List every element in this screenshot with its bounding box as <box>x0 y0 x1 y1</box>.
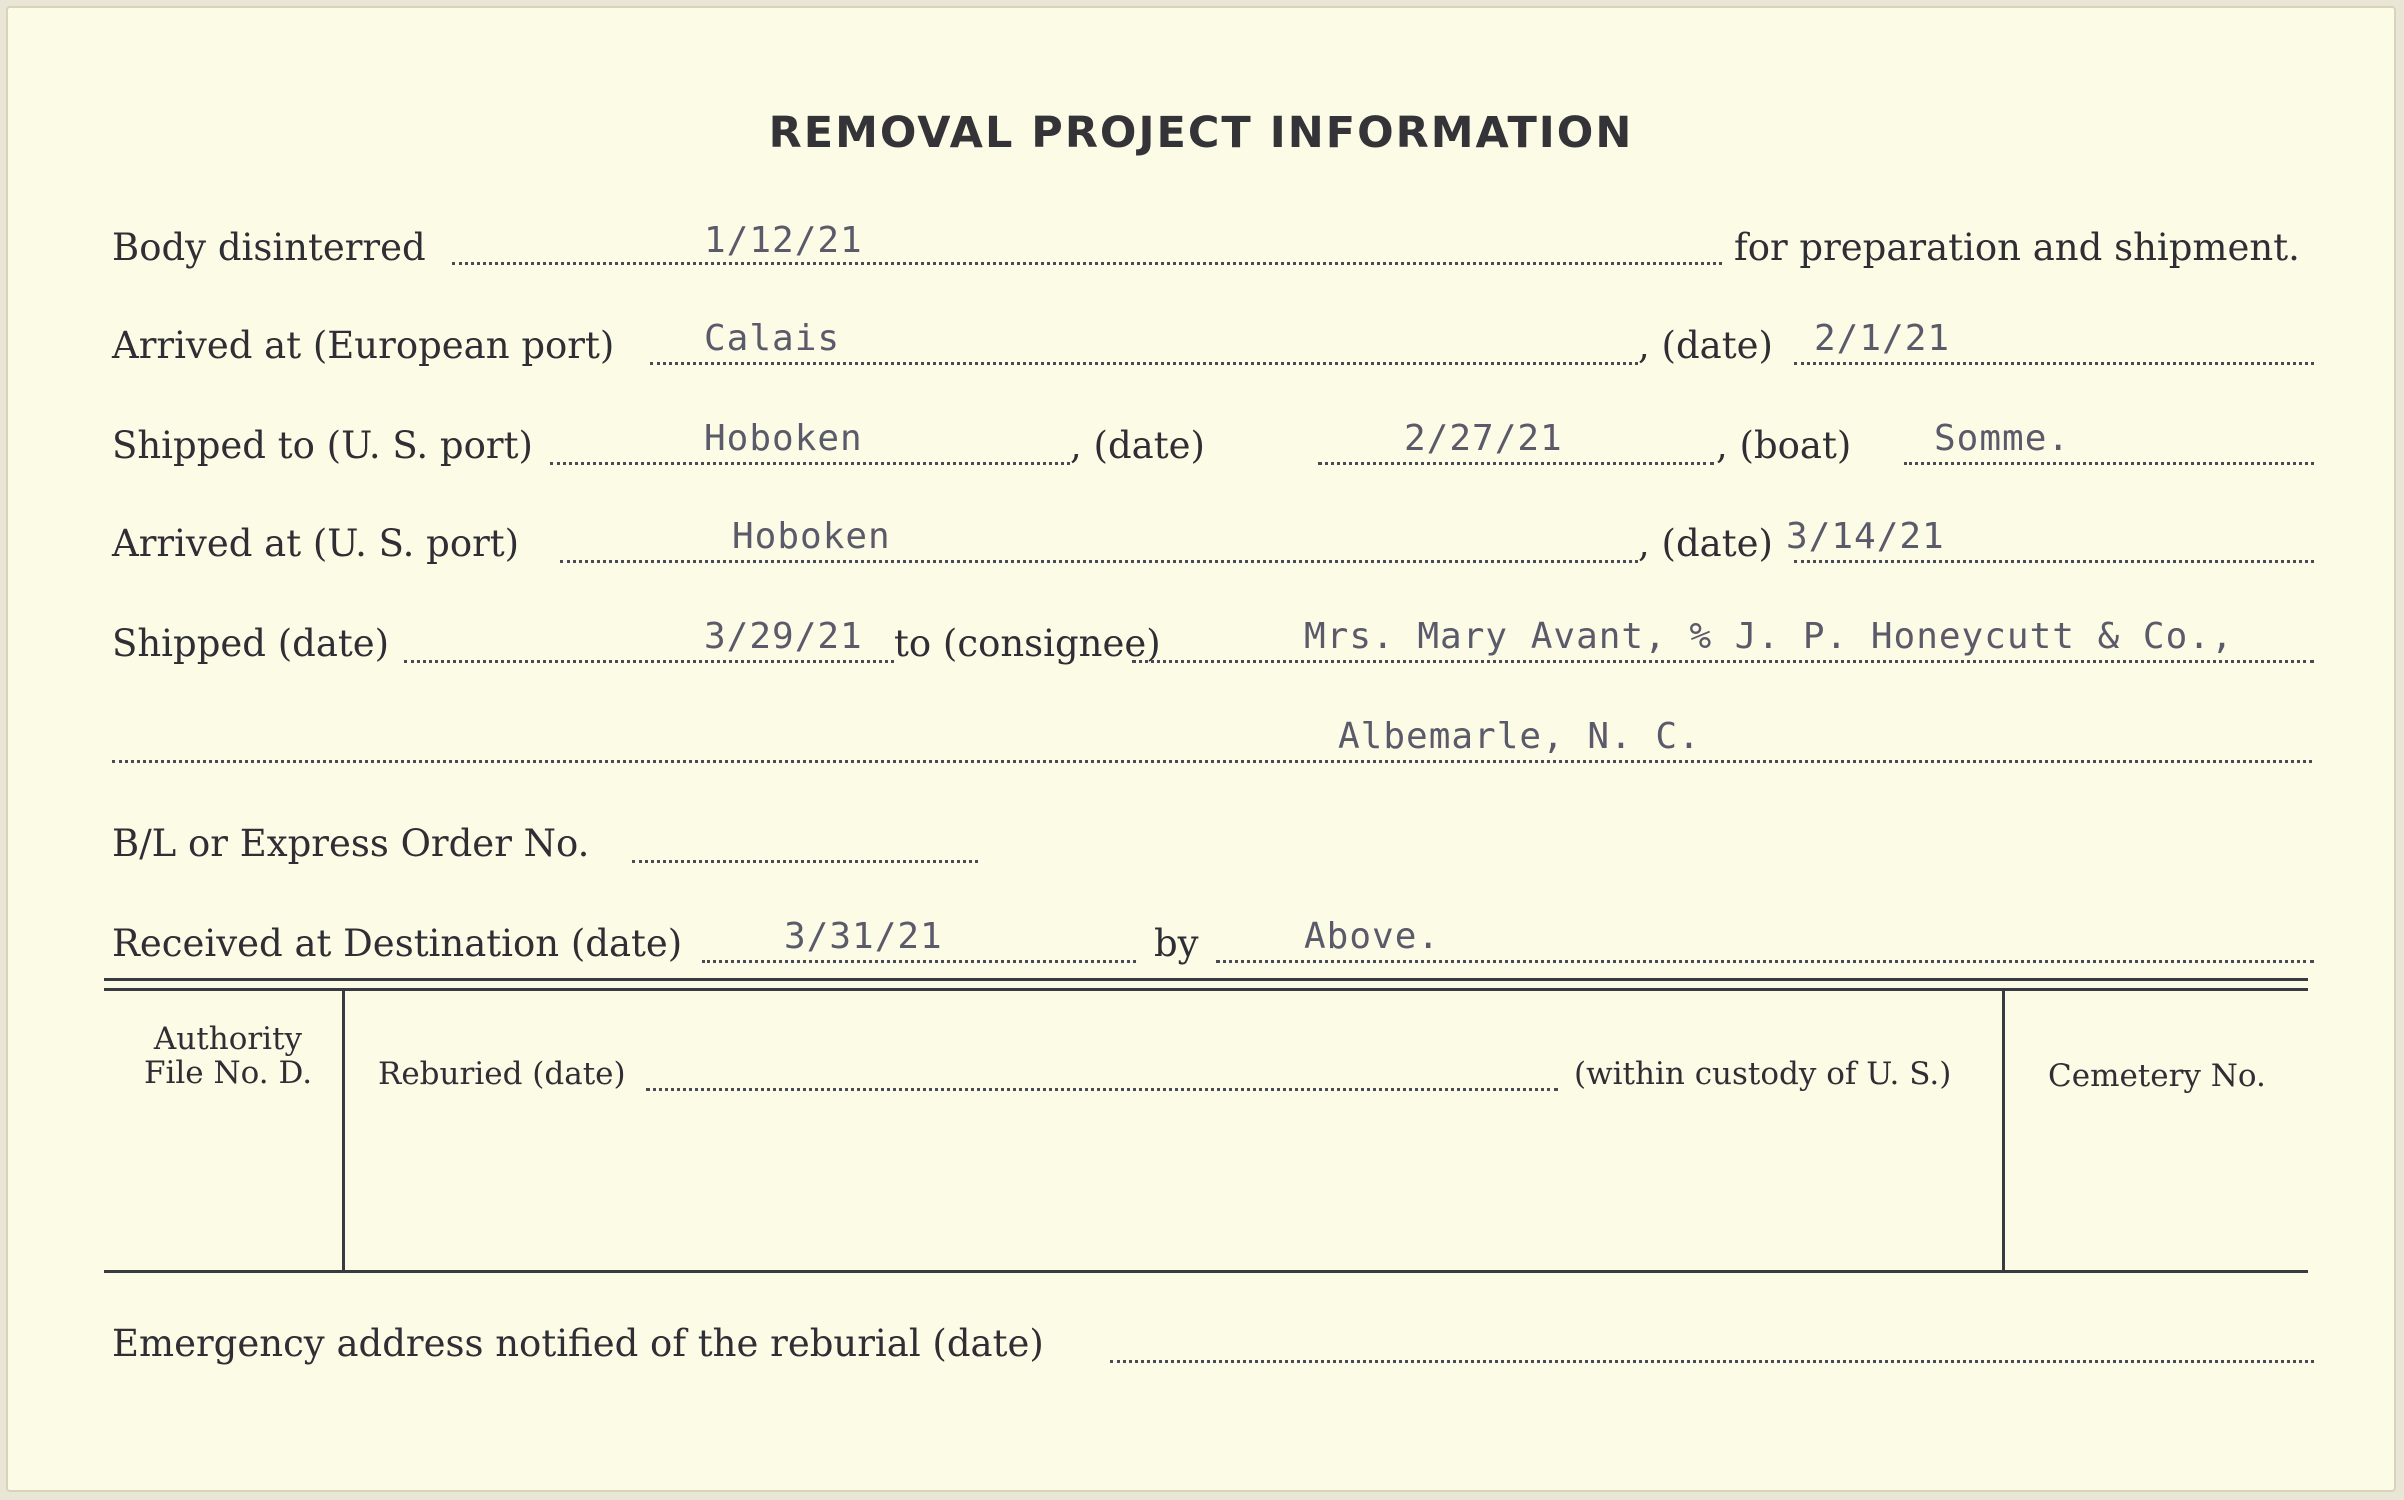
shipped-consignee-line2: Albemarle, N. C. <box>1338 716 1701 757</box>
removal-card <box>6 6 2396 1492</box>
received-row <box>104 916 2298 982</box>
emergency-label: Emergency address notified of the reburial (date) <box>112 1322 1044 1365</box>
shipped-us-value: Hoboken <box>704 418 863 459</box>
table-bottom-rule <box>104 1270 2308 1273</box>
shipped-consignee-label: to (consignee) <box>894 622 1161 665</box>
body-disinterred-label: Body disinterred <box>112 226 426 269</box>
body-disinterred-row <box>104 220 2300 286</box>
authority-label-line1: Authority <box>153 1021 303 1057</box>
shipped-us-line <box>550 462 1070 465</box>
card-title: REMOVAL PROJECT INFORMATION <box>768 108 1634 158</box>
shipped-consignee-line <box>1132 660 2314 663</box>
emergency-row <box>104 1322 2298 1382</box>
shipped-us-boat-line <box>1904 462 2314 465</box>
table-top-rule-2 <box>104 988 2308 991</box>
arrived-european-row <box>104 318 2298 384</box>
arrived-us-date: 3/14/21 <box>1786 516 1945 557</box>
received-label: Received at Destination (date) <box>112 922 683 965</box>
authority-file-label <box>118 1022 338 1090</box>
body-disinterred-suffix: for preparation and shipment. <box>1734 226 2300 269</box>
shipped-us-date-label: , (date) <box>1070 424 1205 467</box>
received-by-label: by <box>1154 922 1199 965</box>
shipped-us-boat: Somme. <box>1934 418 2071 459</box>
arrived-us-value: Hoboken <box>732 516 891 557</box>
shipped-consignee: Mrs. Mary Avant, % J. P. Honeycutt & Co., <box>1304 616 2234 657</box>
arrived-european-label: Arrived at (European port) <box>112 324 615 367</box>
shipped-date: 3/29/21 <box>704 616 863 657</box>
received-date: 3/31/21 <box>784 916 943 957</box>
arrived-us-date-label: , (date) <box>1638 522 1773 565</box>
shipped-label: Shipped (date) <box>112 622 390 665</box>
arrived-us-line <box>560 560 1638 563</box>
arrived-us-row <box>104 516 2298 582</box>
bl-row <box>104 822 2298 882</box>
shipped-row <box>104 616 2298 682</box>
reburied-label: Reburied (date) <box>378 1056 626 1092</box>
shipped-us-boat-label: , (boat) <box>1716 424 1852 467</box>
received-by: Above. <box>1304 916 1441 957</box>
consignee-continuation-line <box>112 760 2312 763</box>
custody-label: (within custody of U. S.) <box>1574 1056 1952 1092</box>
arrived-us-label: Arrived at (U. S. port) <box>112 522 520 565</box>
received-by-line <box>1216 960 2314 963</box>
reburied-line <box>646 1088 1558 1091</box>
arrived-european-line <box>650 362 1638 365</box>
arrived-european-date: 2/1/21 <box>1814 318 1951 359</box>
cemetery-label: Cemetery No. <box>2048 1058 2266 1094</box>
body-disinterred-value: 1/12/21 <box>704 220 863 261</box>
shipped-us-date-line <box>1318 462 1714 465</box>
emergency-line <box>1110 1360 2314 1363</box>
consignee-continuation-row <box>104 716 2298 782</box>
table-top-rule-1 <box>104 978 2308 981</box>
received-date-line <box>702 960 1136 963</box>
table-divider-left <box>342 990 345 1270</box>
arrived-european-value: Calais <box>704 318 841 359</box>
shipped-date-line <box>404 660 894 663</box>
shipped-us-date: 2/27/21 <box>1404 418 1563 459</box>
shipped-us-label: Shipped to (U. S. port) <box>112 424 533 467</box>
shipped-us-row <box>104 418 2298 484</box>
arrived-european-date-label: , (date) <box>1638 324 1773 367</box>
table-divider-right <box>2002 990 2005 1270</box>
bl-line <box>632 860 978 863</box>
body-disinterred-line <box>452 262 1722 265</box>
authority-label-line2: File No. D. <box>143 1055 313 1091</box>
arrived-us-date-line <box>1794 560 2314 563</box>
bl-label: B/L or Express Order No. <box>112 822 590 865</box>
arrived-european-date-line <box>1794 362 2314 365</box>
